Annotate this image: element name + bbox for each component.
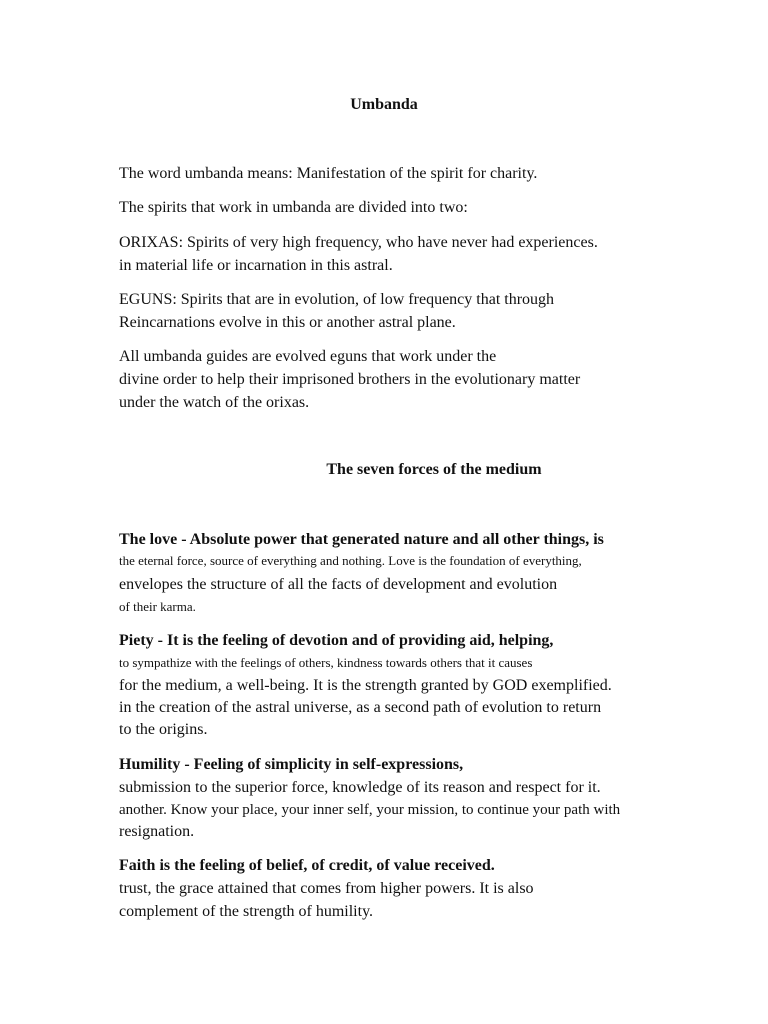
piety-line-3: for the medium, a well-being. It is the strength granted by GOD exemplified. xyxy=(119,677,612,694)
piety-line-4: in the creation of the astral universe, as a second path of evolution to return xyxy=(119,699,602,716)
orixas-line-2: in material life or incarnation in this astral. xyxy=(119,257,393,274)
humility-line-3: another. Know your place, your inner self, your mission, to continue your path with xyxy=(119,802,621,818)
intro-paragraph-2: The spirits that work in umbanda are divided into two: xyxy=(119,199,468,216)
faith-line-3: complement of the strength of humility. xyxy=(119,903,374,920)
intro-paragraph-1: The word umbanda means: Manifestation of the spirit for charity. xyxy=(119,165,538,182)
guides-line-1: All umbanda guides are evolved eguns that work under the xyxy=(119,348,497,365)
piety-line-5: to the origins. xyxy=(119,721,208,738)
eguns-line-1: EGUNS: Spirits that are in evolution, of low frequency that through xyxy=(119,291,555,308)
humility-heading: Humility - Feeling of simplicity in self-expressions, xyxy=(119,756,464,773)
humility-line-4: resignation. xyxy=(119,823,195,840)
humility-line-2: submission to the superior force, knowledge of its reason and respect for it. xyxy=(119,779,601,796)
love-heading: The love - Absolute power that generated nature and all other things, is xyxy=(119,531,604,548)
love-line-4: of their karma. xyxy=(119,599,196,614)
guides-line-2: divine order to help their imprisoned brothers in the evolutionary matter xyxy=(119,371,581,388)
section-title: The seven forces of the medium xyxy=(326,461,542,478)
piety-heading: Piety - It is the feeling of devotion and of providing aid, helping, xyxy=(119,632,554,649)
document-title: Umbanda xyxy=(350,96,418,113)
piety-line-2: to sympathize with the feelings of others, kindness towards others that it causes xyxy=(119,655,533,670)
guides-line-3: under the watch of the orixas. xyxy=(119,394,310,411)
faith-heading: Faith is the feeling of belief, of credit, of value received. xyxy=(119,857,495,874)
faith-line-2: trust, the grace attained that comes from higher powers. It is also xyxy=(119,880,534,897)
love-line-2: the eternal force, source of everything and nothing. Love is the foundation of everything, xyxy=(119,553,582,568)
orixas-line-1: ORIXAS: Spirits of very high frequency, who have never had experiences. xyxy=(119,234,598,251)
eguns-line-2: Reincarnations evolve in this or another astral plane. xyxy=(119,314,456,331)
love-line-3: envelopes the structure of all the facts of development and evolution xyxy=(119,576,558,593)
